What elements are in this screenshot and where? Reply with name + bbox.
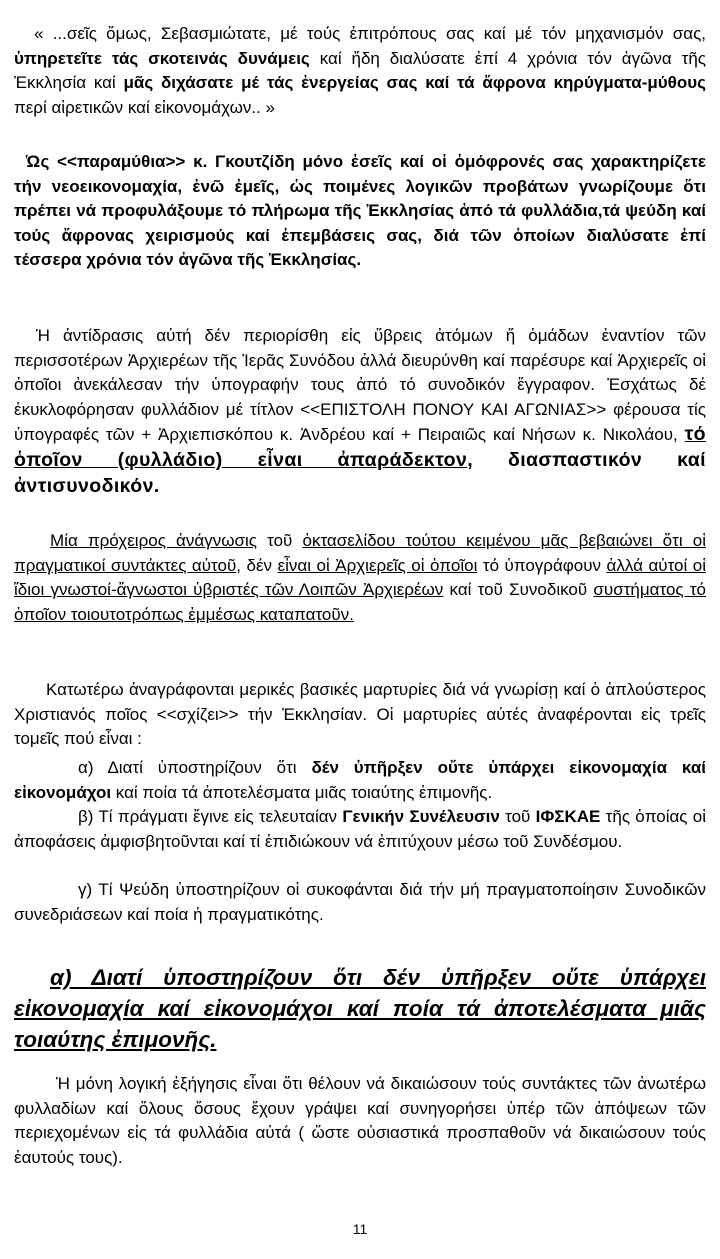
reading-underlined-4: ἀλλά αὐτοί οἱ ἴδιοι γνωστοί-ἄγνωστοι ὑβριστές τῶν Λοιπῶν Ἀρχιερέων xyxy=(14,555,706,600)
quote-text-2: καί ἤδη διαλύσατε ἐπί 4 χρόνια τόν ἀγῶνα τῆς Ἐκκλησία καί xyxy=(14,48,706,93)
item-b-bold-1: Γενικήν Συνέλευσιν xyxy=(342,807,500,826)
reading-underlined-3: εἶναι οἱ Ἀρχιερεῖς οἱ ὁποῖοι xyxy=(277,555,478,575)
reading-text-4: καί τοῦ Συνοδικοῦ xyxy=(443,580,594,600)
reaction-bold-underlined: τό ὁποῖον (φυλλάδιο) εἶναι ἀπαράδεκτον xyxy=(14,423,706,471)
paragraph-testimonies: Κατωτέρω ἀναγράφονται μερικές βασικές μαρτυρίες διά νά γνωρίσῃ καί ὁ ἁπλούστερος Χριστιανός ποῖος <<σχίζει>> τήν Ἐκκλησίαν. Οἱ μαρτυρίες αὐτές ἀναφέρονται εἰς τρεῖς τομεῖς πού εἶναι : xyxy=(14,680,706,749)
page-number: 11 xyxy=(352,1221,368,1237)
item-a-text-1: α) Διατί ὑποστηρίζουν ὅτι xyxy=(78,758,312,777)
reading-text-3: τό ὑπογράφουν xyxy=(477,555,607,575)
quote-text-3: περί αἱρετικῶν καί εἰκονομάχων.. » xyxy=(14,97,275,117)
quote-bold-2: μᾶς διχάσατε μέ τάς ἐνεργείας σας καί τά ἄφρονα κηρύγματα-μύθους xyxy=(123,73,706,93)
quote-bold-1: ὑπηρετεῖτε τάς σκοτεινάς δυνάμεις xyxy=(14,48,310,68)
item-a-bold: δέν ὑπῆρξεν οὔτε ὑπάρχει εἰκονομαχία καί εἰκονομάχοι xyxy=(14,758,706,802)
paragraph-quote xyxy=(14,22,706,120)
reading-underlined-1: Μία πρόχειρος ἀνάγνωσις xyxy=(50,531,257,550)
reading-text-1: τοῦ xyxy=(256,531,303,550)
paragraph-reaction xyxy=(14,324,706,499)
item-b-text-1: β) Τί πράγματι ἔγινε εἰς τελευταίαν xyxy=(78,807,343,826)
list-item-b xyxy=(14,805,706,854)
paragraph-explanation: Ἡ μόνη λογική ἐξήγησις εἶναι ὅτι θέλουν νά δικαιώσουν τούς συντάκτες τῶν ἀνωτέρω φυλλαδίων καί ὅλους ὅσους ἔχουν γράψει καί συνηγορήσει ὑπέρ τῶν ἀπόψεων τῶν περιεχομένων εἰς τά φυλλάδια αὐτά ( ὥστε οὐσιαστικά προσπαθοῦν νά δικαιώσουν τούς ἑαυτούς τους). xyxy=(14,1074,706,1167)
item-b-text-3: τῆς ὁποίας οἱ ἀποφάσεις ἀμφισβητοῦνται καί τί ἐπιδιώκουν νά ἐπιτύχουν μέσω τοῦ Συνδέσμου. xyxy=(14,807,706,851)
reading-underlined-2: ὀκτασελίδου τούτου κειμένου μᾶς βεβαιώνει ὅτι οἱ πραγματικοί συντάκτες αὐτοῦ xyxy=(14,531,706,575)
reaction-bold: , διασπαστικόν καί ἀντισυνοδικόν. xyxy=(14,448,706,497)
item-b-text-2: τοῦ xyxy=(499,807,536,826)
quote-text-1: « ...σεῖς ὅμως, Σεβασμιώτατε, μέ τούς ἐπιτρόπους σας καί μέ τόν μηχανισμόν σας, xyxy=(34,24,706,43)
paragraph-response: Ὡς <<παραμύθια>> κ. Γκουτζίδη μόνο ἐσεῖς καί οἱ ὁμόφρονές σας χαρακτηρίζετε τήν νεοεικονομαχία, ἐνῶ ἐμεῖς, ὡς ποιμένες λογικῶν προβάτων γνωρίζουμε ὅτι πρέπει νά προφυλάξουμε τό πλήρωμα τῆς Ἐκκλησίας ἀπό τά φυλλάδια,τά ψεύδη καί τούς ἄφρονας χειρισμούς καί ἐπεμβάσεις σας, διά τῶν ὁποίων διαλύσατε ἐπί τέσσερα χρόνια τόν ἀγῶνα τῆς Ἐκκλησίας. xyxy=(14,152,706,270)
reaction-text: Ἡ ἀντίδρασις αὐτή δέν περιορίσθη εἰς ὕβρεις ἀτόμων ἤ ὁμάδων ἐναντίον τῶν περισσοτέρων Ἀρχιερέων τῆς Ἱερᾶς Συνόδου ἀλλά διευρύνθη καί παρέσυρε καί Ἀρχιερεῖς οἱ ὁποῖοι ἀνεκάλεσαν τήν ὑπογραφήν τους ἀπό τό συνοδικόν ἔγγραφον. Ἐσχάτως δέ ἐκυκλοφόρησαν φυλλάδιον μέ τίτλον <<ΕΠΙΣΤΟΛΗ ΠΟΝΟΥ ΚΑΙ ΑΓΩΝΙΑΣ>> φέρουσα τίς ὑπογραφές τῶν + Ἀρχιεπισκόπου κ. Ἀνδρέου καί + Πειραιῶς καί Νήσων κ. Νικολάου, xyxy=(14,326,706,445)
reading-text-2: , δέν xyxy=(236,555,278,575)
item-b-bold-2: ΙΦΣΚΑΕ xyxy=(535,807,601,826)
list-item-c: γ) Τί Ψεύδη ὑποστηρίζουν οἱ συκοφάνται διά τήν μή πραγματοποίησιν Συνοδικῶν συνεδριάσεων καί ποία ἡ πραγματικότης. xyxy=(14,880,706,924)
section-heading-a: α) Διατί ὑποστηρίζουν ὅτι δέν ὑπῆρξεν οὔτε ὑπάρχει εἰκονομαχία καί εἰκονομάχοι καί ποία τά ἀποτελέσματα μιᾶς τοιαύτης ἐπιμονῆς. xyxy=(14,965,706,1052)
list-item-a xyxy=(14,756,706,805)
reading-underlined-5: συστήματος τό ὁποῖον τοιουτοτρόπως ἐμμέσως καταπατοῦν. xyxy=(14,580,707,624)
item-a-text-2: καί ποία τά ἀποτελέσματα μιᾶς τοιαύτης ἐπιμονῆς. xyxy=(111,782,493,802)
paragraph-reading xyxy=(14,529,706,627)
